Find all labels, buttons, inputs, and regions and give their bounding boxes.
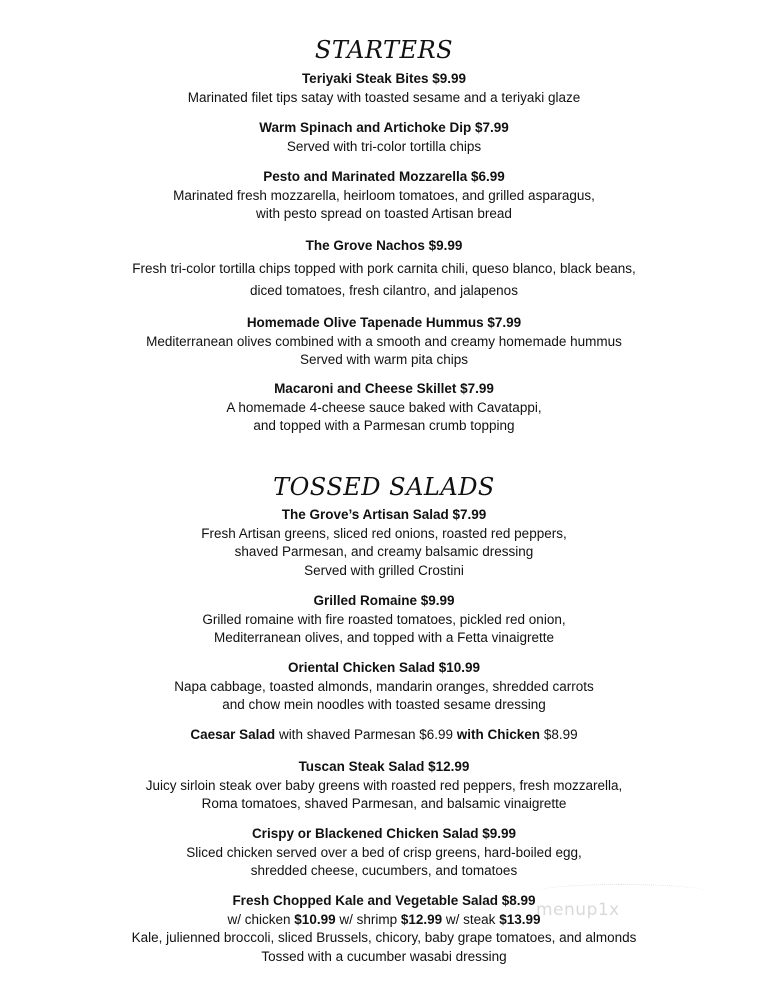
item-desc: Napa cabbage, toasted almonds, mandarin oranges, shredded carrots xyxy=(174,678,594,694)
item-name: The Grove’s Artisan Salad $7.99 xyxy=(281,507,487,522)
item-name: Grilled Romaine $9.99 xyxy=(313,593,455,608)
watermark-logo: menup1x xyxy=(536,900,620,920)
menu-item xyxy=(0,314,768,370)
chicken-option: with Chicken xyxy=(456,727,541,742)
item-desc: Grilled romaine with fire roasted tomatoes, pickled red onion, xyxy=(202,611,566,627)
item-desc: Sliced chicken served over a bed of crisp greens, hard-boiled egg, xyxy=(186,844,582,860)
item-desc: Mediterranean olives, and topped with a Fetta vinaigrette xyxy=(214,630,554,645)
menu-item xyxy=(0,659,768,715)
item-name: Teriyaki Steak Bites $9.99 xyxy=(301,71,467,86)
item-desc: A homemade 4-cheese sauce baked with Cavatappi, xyxy=(226,399,542,415)
item-name: Tuscan Steak Salad $12.99 xyxy=(298,759,470,774)
item-desc: with pesto spread on toasted Artisan bread xyxy=(256,206,512,221)
starters-title: STARTERS xyxy=(314,36,454,64)
item-desc: shredded cheese, cucumbers, and tomatoes xyxy=(250,863,518,878)
item-desc: Marinated fresh mozzarella, heirloom tomatoes, and grilled asparagus, xyxy=(173,187,595,203)
menu-item xyxy=(0,592,768,648)
menu-item xyxy=(0,119,768,156)
item-name: Warm Spinach and Artichoke Dip $7.99 xyxy=(259,120,509,135)
item-desc: Mediterranean olives combined with a smooth and creamy homemade hummus xyxy=(146,333,622,349)
menu-item xyxy=(0,506,768,580)
item-desc: diced tomatoes, fresh cilantro, and jalapenos xyxy=(250,283,518,298)
option-price: $12.99 xyxy=(400,911,443,927)
item-desc: and chow mein noodles with toasted sesame dressing xyxy=(222,697,546,712)
item-desc: Served with warm pita chips xyxy=(299,352,469,367)
item-name: Crispy or Blackened Chicken Salad $9.99 xyxy=(251,826,517,841)
item-desc: Tossed with a cucumber wasabi dressing xyxy=(261,948,507,964)
chicken-price: $8.99 xyxy=(540,727,578,742)
salads-title: TOSSED SALADS xyxy=(273,473,495,501)
item-desc: shaved Parmesan, and creamy balsamic dressing xyxy=(234,544,534,559)
watermark-arc xyxy=(536,884,706,899)
item-desc: Fresh Artisan greens, sliced red onions, roasted red peppers, xyxy=(201,525,567,541)
item-name: Pesto and Marinated Mozzarella $6.99 xyxy=(263,169,505,184)
option-label: w/ shrimp xyxy=(335,911,401,927)
item-desc: Kale, julienned broccoli, sliced Brussels, chicory, baby grape tomatoes, and almonds xyxy=(131,930,637,945)
item-name: Caesar Salad xyxy=(190,727,276,742)
item-name: Macaroni and Cheese Skillet $7.99 xyxy=(274,381,494,396)
option-label: w/ chicken xyxy=(227,911,295,927)
item-desc: Served with tri-color tortilla chips xyxy=(286,138,482,154)
menu-item xyxy=(0,380,768,436)
item-name: Homemade Olive Tapenade Hummus $7.99 xyxy=(246,315,522,330)
item-name: Oriental Chicken Salad $10.99 xyxy=(287,660,481,675)
item-line xyxy=(0,726,768,745)
menu-item xyxy=(0,237,768,301)
option-label: w/ steak xyxy=(442,911,500,927)
option-price: $10.99 xyxy=(294,911,336,927)
item-desc: and topped with a Parmesan crumb topping xyxy=(253,418,515,433)
menu-item xyxy=(0,168,768,224)
option-price: $13.99 xyxy=(499,911,541,927)
item-desc: Juicy sirloin steak over baby greens with roasted red peppers, fresh mozzarella, xyxy=(145,777,623,793)
item-name: Fresh Chopped Kale and Vegetable Salad $8.99 xyxy=(232,893,536,908)
item-desc: with shaved Parmesan $6.99 xyxy=(275,727,457,742)
item-desc: Roma tomatoes, shaved Parmesan, and balsamic vinaigrette xyxy=(201,796,567,811)
item-desc: Served with grilled Crostini xyxy=(304,562,464,578)
menu-item xyxy=(0,825,768,881)
menu-item xyxy=(0,758,768,814)
menu-item xyxy=(0,70,768,107)
item-name: The Grove Nachos $9.99 xyxy=(305,238,463,253)
item-desc: Fresh tri-color tortilla chips topped with pork carnita chili, queso blanco, black beans, xyxy=(132,260,636,276)
item-desc: Marinated filet tips satay with toasted sesame and a teriyaki glaze xyxy=(187,89,581,105)
caesar-salad-item xyxy=(0,726,768,745)
